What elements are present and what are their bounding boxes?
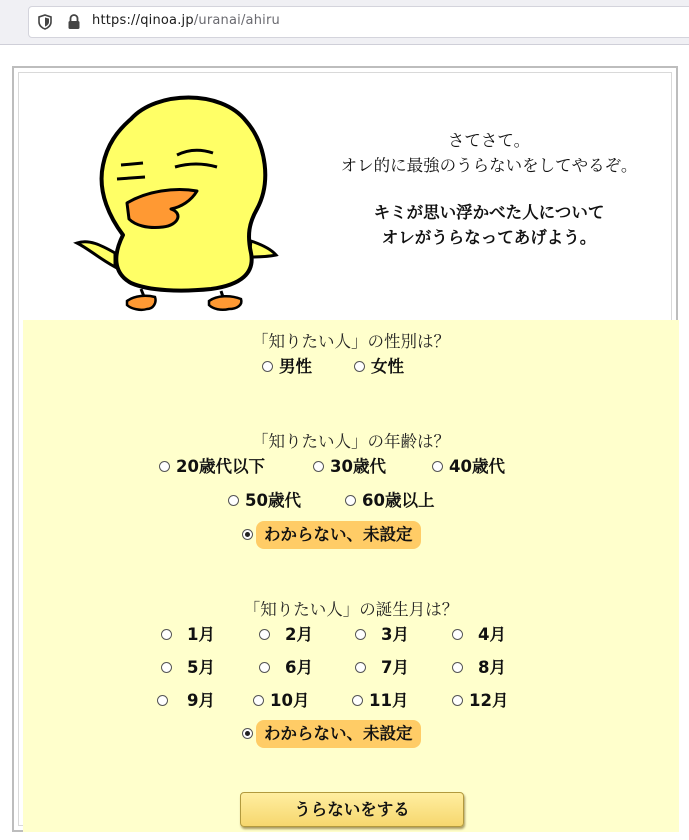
age-option-label: 60歳以上 bbox=[362, 491, 435, 510]
radio-month-6[interactable] bbox=[259, 662, 270, 673]
radio-month-unknown[interactable] bbox=[242, 728, 253, 739]
month-label: 6月 bbox=[285, 658, 313, 677]
url-text[interactable] bbox=[92, 13, 280, 28]
month-label: 7月 bbox=[381, 658, 409, 677]
intro-text bbox=[319, 128, 659, 250]
radio-month-9[interactable] bbox=[157, 695, 168, 706]
age-option-label: 30歳代 bbox=[330, 457, 386, 476]
url-path: /uranai/ahiru bbox=[193, 13, 280, 28]
month-selected-chip: わからない、未設定 bbox=[256, 720, 421, 748]
month-label: 1月 bbox=[187, 625, 215, 644]
fortune-panel bbox=[12, 66, 678, 832]
radio-month-11[interactable] bbox=[352, 695, 363, 706]
radio-month-3[interactable] bbox=[355, 629, 366, 640]
radio-month-7[interactable] bbox=[355, 662, 366, 673]
radio-age-40s[interactable] bbox=[432, 461, 443, 472]
lock-icon[interactable] bbox=[67, 14, 81, 30]
age-option-label: 50歳代 bbox=[245, 491, 301, 510]
duck-illustration bbox=[71, 83, 287, 315]
intro-line-2: オレ的に最強のうらないをしてやるぞ。 bbox=[340, 156, 638, 175]
month-label: 3月 bbox=[381, 625, 409, 644]
radio-age-50s[interactable] bbox=[228, 495, 239, 506]
intro-line-1: さてさて。 bbox=[447, 131, 531, 150]
url-host: https://qinoa.jp bbox=[92, 13, 194, 28]
intro-line-3: キミが思い浮かべた人について bbox=[373, 203, 605, 222]
radio-male[interactable] bbox=[262, 361, 273, 372]
intro-line-4: オレがうらなってあげよう。 bbox=[381, 228, 597, 247]
gender-question: 「知りたい人」の性別は？ bbox=[252, 332, 450, 351]
month-label: 2月 bbox=[285, 625, 313, 644]
radio-month-8[interactable] bbox=[452, 662, 463, 673]
month-label: 5月 bbox=[187, 658, 215, 677]
panel-inner bbox=[18, 72, 672, 826]
radio-age-30s[interactable] bbox=[313, 461, 324, 472]
month-label: 12月 bbox=[469, 691, 509, 710]
age-option-label: 40歳代 bbox=[449, 457, 505, 476]
age-question: 「知りたい人」の年齢は？ bbox=[252, 432, 450, 451]
radio-month-4[interactable] bbox=[452, 629, 463, 640]
radio-month-12[interactable] bbox=[452, 695, 463, 706]
radio-month-2[interactable] bbox=[259, 629, 270, 640]
radio-month-10[interactable] bbox=[253, 695, 264, 706]
radio-month-5[interactable] bbox=[161, 662, 172, 673]
submit-fortune-button[interactable]: うらないをする bbox=[240, 792, 464, 827]
radio-age-unknown[interactable] bbox=[242, 529, 253, 540]
month-label: 4月 bbox=[478, 625, 506, 644]
browser-toolbar bbox=[0, 0, 689, 45]
age-selected-chip: わからない、未設定 bbox=[256, 521, 421, 549]
radio-month-1[interactable] bbox=[161, 629, 172, 640]
shield-icon[interactable] bbox=[37, 14, 53, 30]
month-label: 8月 bbox=[478, 658, 506, 677]
address-bar[interactable] bbox=[28, 6, 689, 38]
radio-age-20s[interactable] bbox=[159, 461, 170, 472]
gender-option-label: 男性 bbox=[279, 357, 312, 376]
birth-month-question: 「知りたい人」の誕生月は？ bbox=[243, 600, 459, 619]
gender-option-label: 女性 bbox=[371, 357, 404, 376]
month-label: 11月 bbox=[369, 691, 409, 710]
radio-age-60plus[interactable] bbox=[345, 495, 356, 506]
month-label: 10月 bbox=[270, 691, 310, 710]
radio-female[interactable] bbox=[354, 361, 365, 372]
month-label: 9月 bbox=[187, 691, 215, 710]
fortune-form bbox=[23, 320, 679, 832]
age-option-label: 20歳代以下 bbox=[176, 457, 265, 476]
